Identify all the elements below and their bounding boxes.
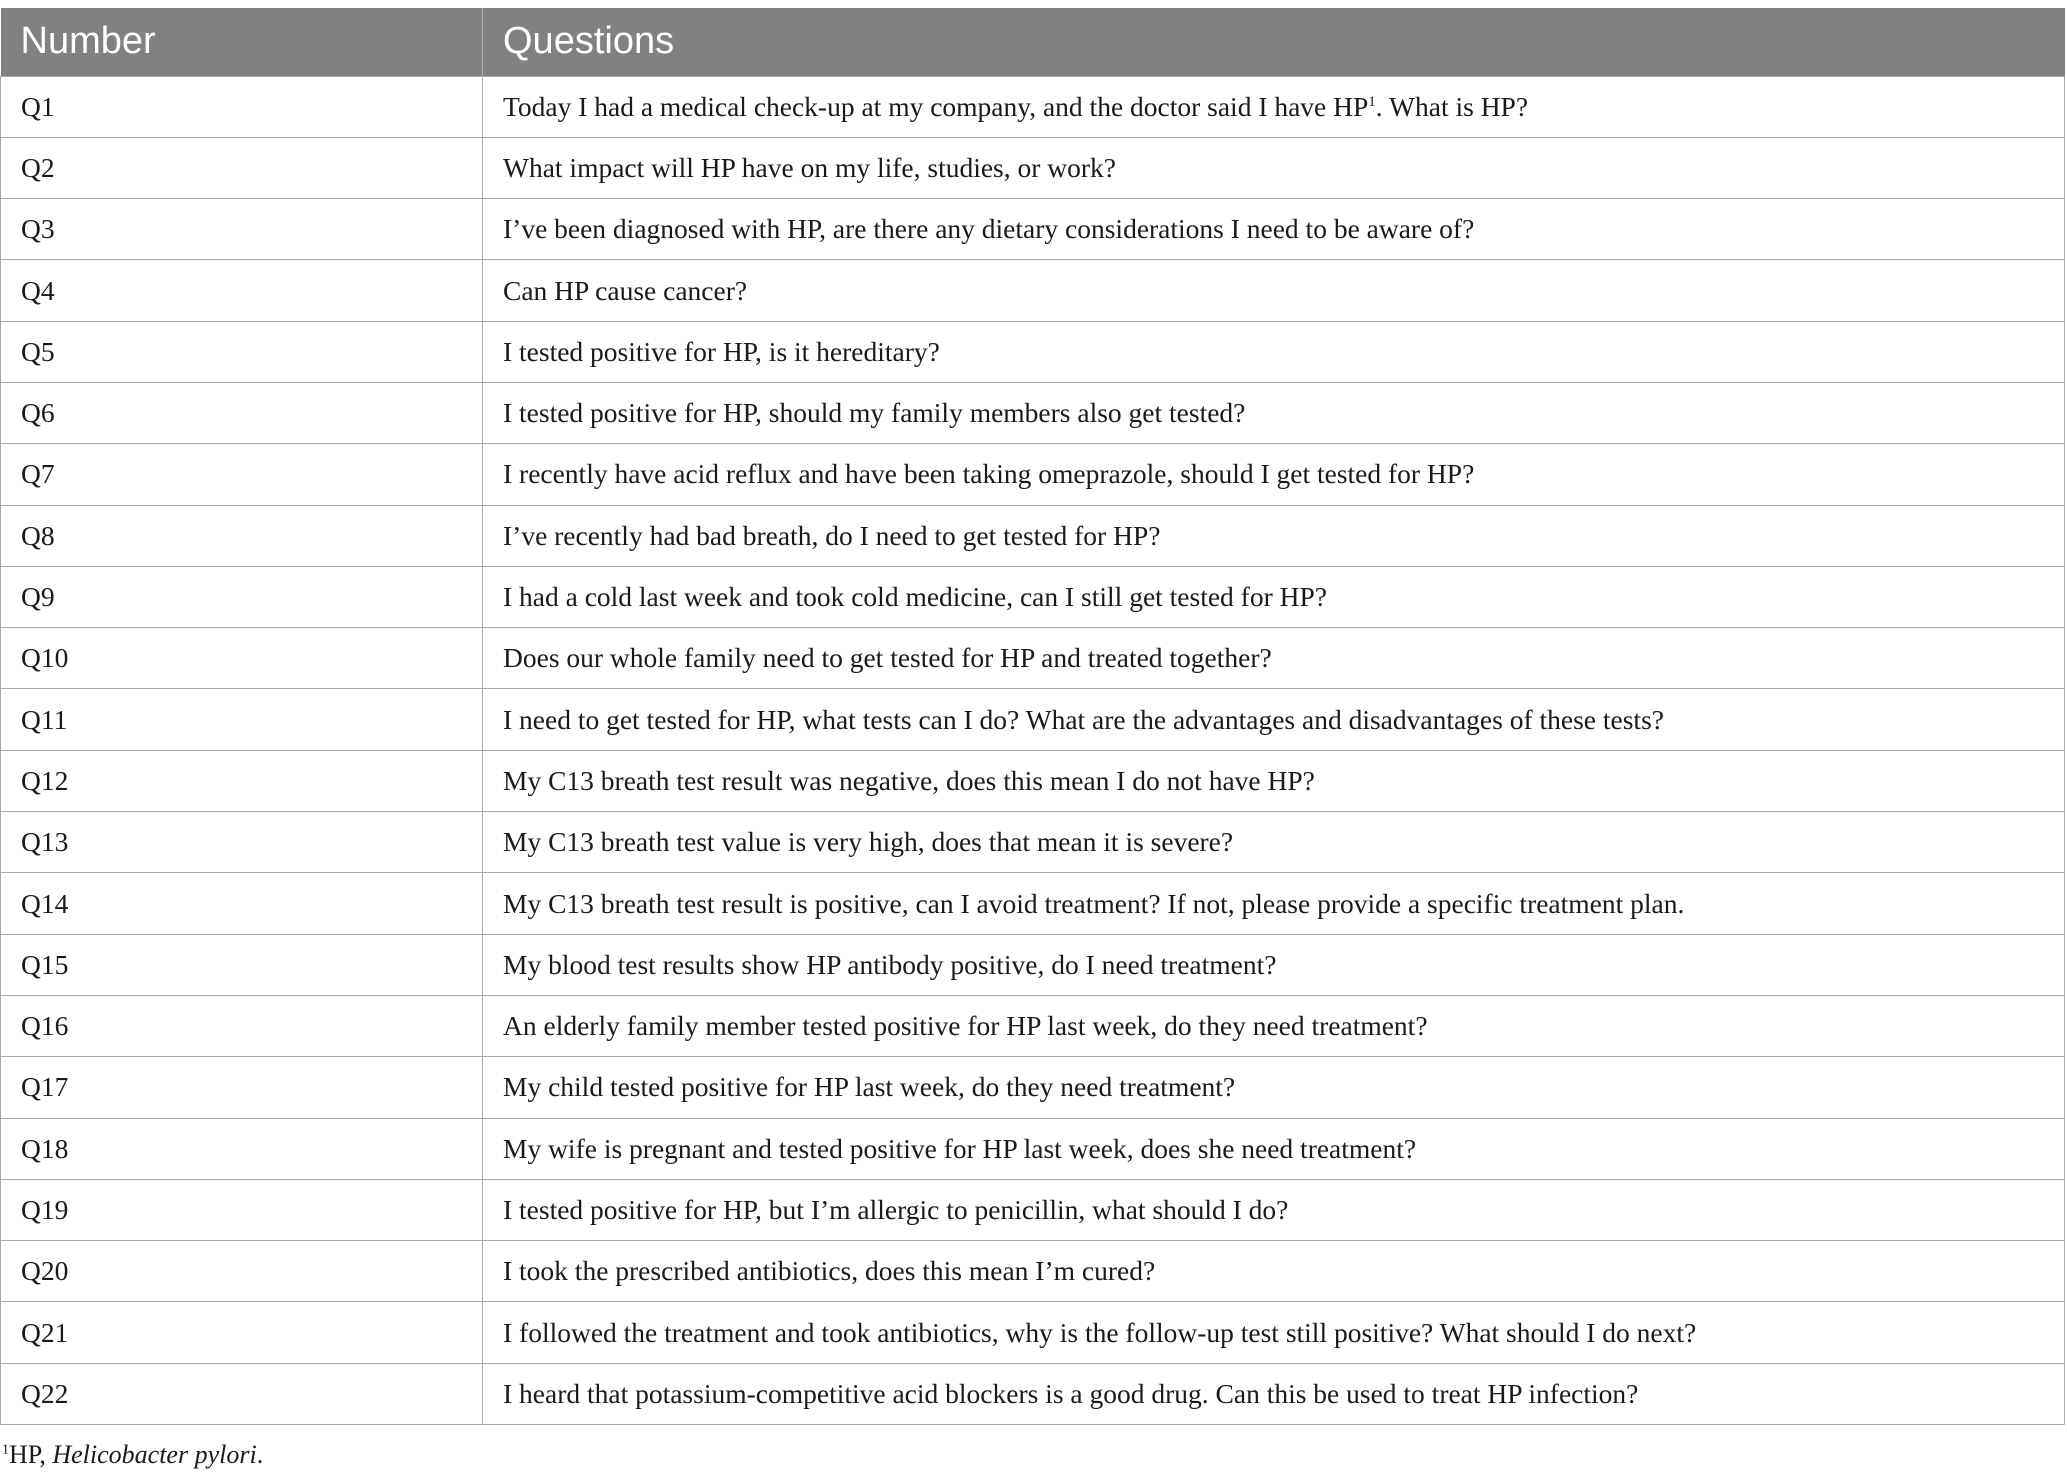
question-number: Q17 [1,1057,483,1118]
table-row [1,1118,2065,1179]
question-number: Q10 [1,628,483,689]
question-number: Q19 [1,1179,483,1240]
question-text: I’ve been diagnosed with HP, are there any dietary considerations I need to be aware of? [483,199,2065,260]
question-number: Q14 [1,873,483,934]
question-number: Q18 [1,1118,483,1179]
table-row [1,934,2065,995]
question-number: Q22 [1,1363,483,1424]
table-row [1,812,2065,873]
table-row [1,137,2065,198]
question-text: I tested positive for HP, is it hereditary? [483,321,2065,382]
questions-table-container [0,8,2067,1425]
question-number: Q4 [1,260,483,321]
column-header-number: Number [1,8,483,76]
question-text [483,76,2065,137]
question-text: My C13 breath test result was negative, does this mean I do not have HP? [483,750,2065,811]
table-row [1,1363,2065,1424]
footnote-text: HP, [9,1440,53,1469]
footnote-tail: . [256,1440,264,1469]
question-number: Q2 [1,137,483,198]
question-text: I need to get tested for HP, what tests can I do? What are the advantages and disadvantages of these tests? [483,689,2065,750]
footnote-mark: 1 [2,1442,9,1458]
column-header-questions: Questions [503,20,675,63]
table-row [1,750,2065,811]
question-text: My C13 breath test value is very high, does that mean it is severe? [483,812,2065,873]
table-row [1,382,2065,443]
question-number: Q13 [1,812,483,873]
question-number: Q16 [1,995,483,1056]
question-number: Q12 [1,750,483,811]
footnote-marker: 1 [1368,93,1376,110]
question-text: My C13 breath test result is positive, can I avoid treatment? If not, please provide a specific treatment plan. [483,873,2065,934]
question-number: Q15 [1,934,483,995]
table-row [1,260,2065,321]
question-text: An elderly family member tested positive for HP last week, do they need treatment? [483,995,2065,1056]
question-text: I tested positive for HP, but I’m allergic to penicillin, what should I do? [483,1179,2065,1240]
question-text: Does our whole family need to get tested for HP and treated together? [483,628,2065,689]
question-number: Q9 [1,566,483,627]
table-row [1,321,2065,382]
question-text: I had a cold last week and took cold medicine, can I still get tested for HP? [483,566,2065,627]
question-text: I recently have acid reflux and have been taking omeprazole, should I get tested for HP? [483,444,2065,505]
question-number: Q5 [1,321,483,382]
table-row [1,995,2065,1056]
question-number: Q20 [1,1241,483,1302]
table-row [1,566,2065,627]
question-number: Q7 [1,444,483,505]
table-row [1,1302,2065,1363]
table-row [1,76,2065,137]
table-row [1,689,2065,750]
table-header [1,8,2065,76]
table-row [1,199,2065,260]
questions-table [0,8,2065,1425]
question-number: Q1 [1,76,483,137]
table-header-row [1,8,2065,76]
question-text: I’ve recently had bad breath, do I need to get tested for HP? [483,505,2065,566]
question-text: I tested positive for HP, should my family members also get tested? [483,382,2065,443]
table-row [1,1241,2065,1302]
question-text: Can HP cause cancer? [483,260,2065,321]
question-number: Q6 [1,382,483,443]
question-text: My blood test results show HP antibody positive, do I need treatment? [483,934,2065,995]
question-number: Q21 [1,1302,483,1363]
question-text: What impact will HP have on my life, studies, or work? [483,137,2065,198]
question-number: Q11 [1,689,483,750]
question-number: Q8 [1,505,483,566]
question-number: Q3 [1,199,483,260]
table-row [1,873,2065,934]
table-body [1,76,2065,1425]
question-text-tail: . What is HP? [1375,90,1529,122]
question-text: I followed the treatment and took antibiotics, why is the follow-up test still positive? What should I do next? [483,1302,2065,1363]
table-row [1,1179,2065,1240]
table-row [1,1057,2065,1118]
question-text: I took the prescribed antibiotics, does this mean I’m cured? [483,1241,2065,1302]
question-text: I heard that potassium-competitive acid blockers is a good drug. Can this be used to treat HP infection? [483,1363,2065,1424]
table-row [1,628,2065,689]
table-row [1,444,2065,505]
table-row [1,505,2065,566]
table-footnote [2,1440,263,1470]
question-text: My child tested positive for HP last week, do they need treatment? [483,1057,2065,1118]
question-text-main: Today I had a medical check-up at my company, and the doctor said I have HP [503,90,1369,122]
footnote-species: Helicobacter pylori [52,1440,257,1469]
question-text: My wife is pregnant and tested positive for HP last week, does she need treatment? [483,1118,2065,1179]
